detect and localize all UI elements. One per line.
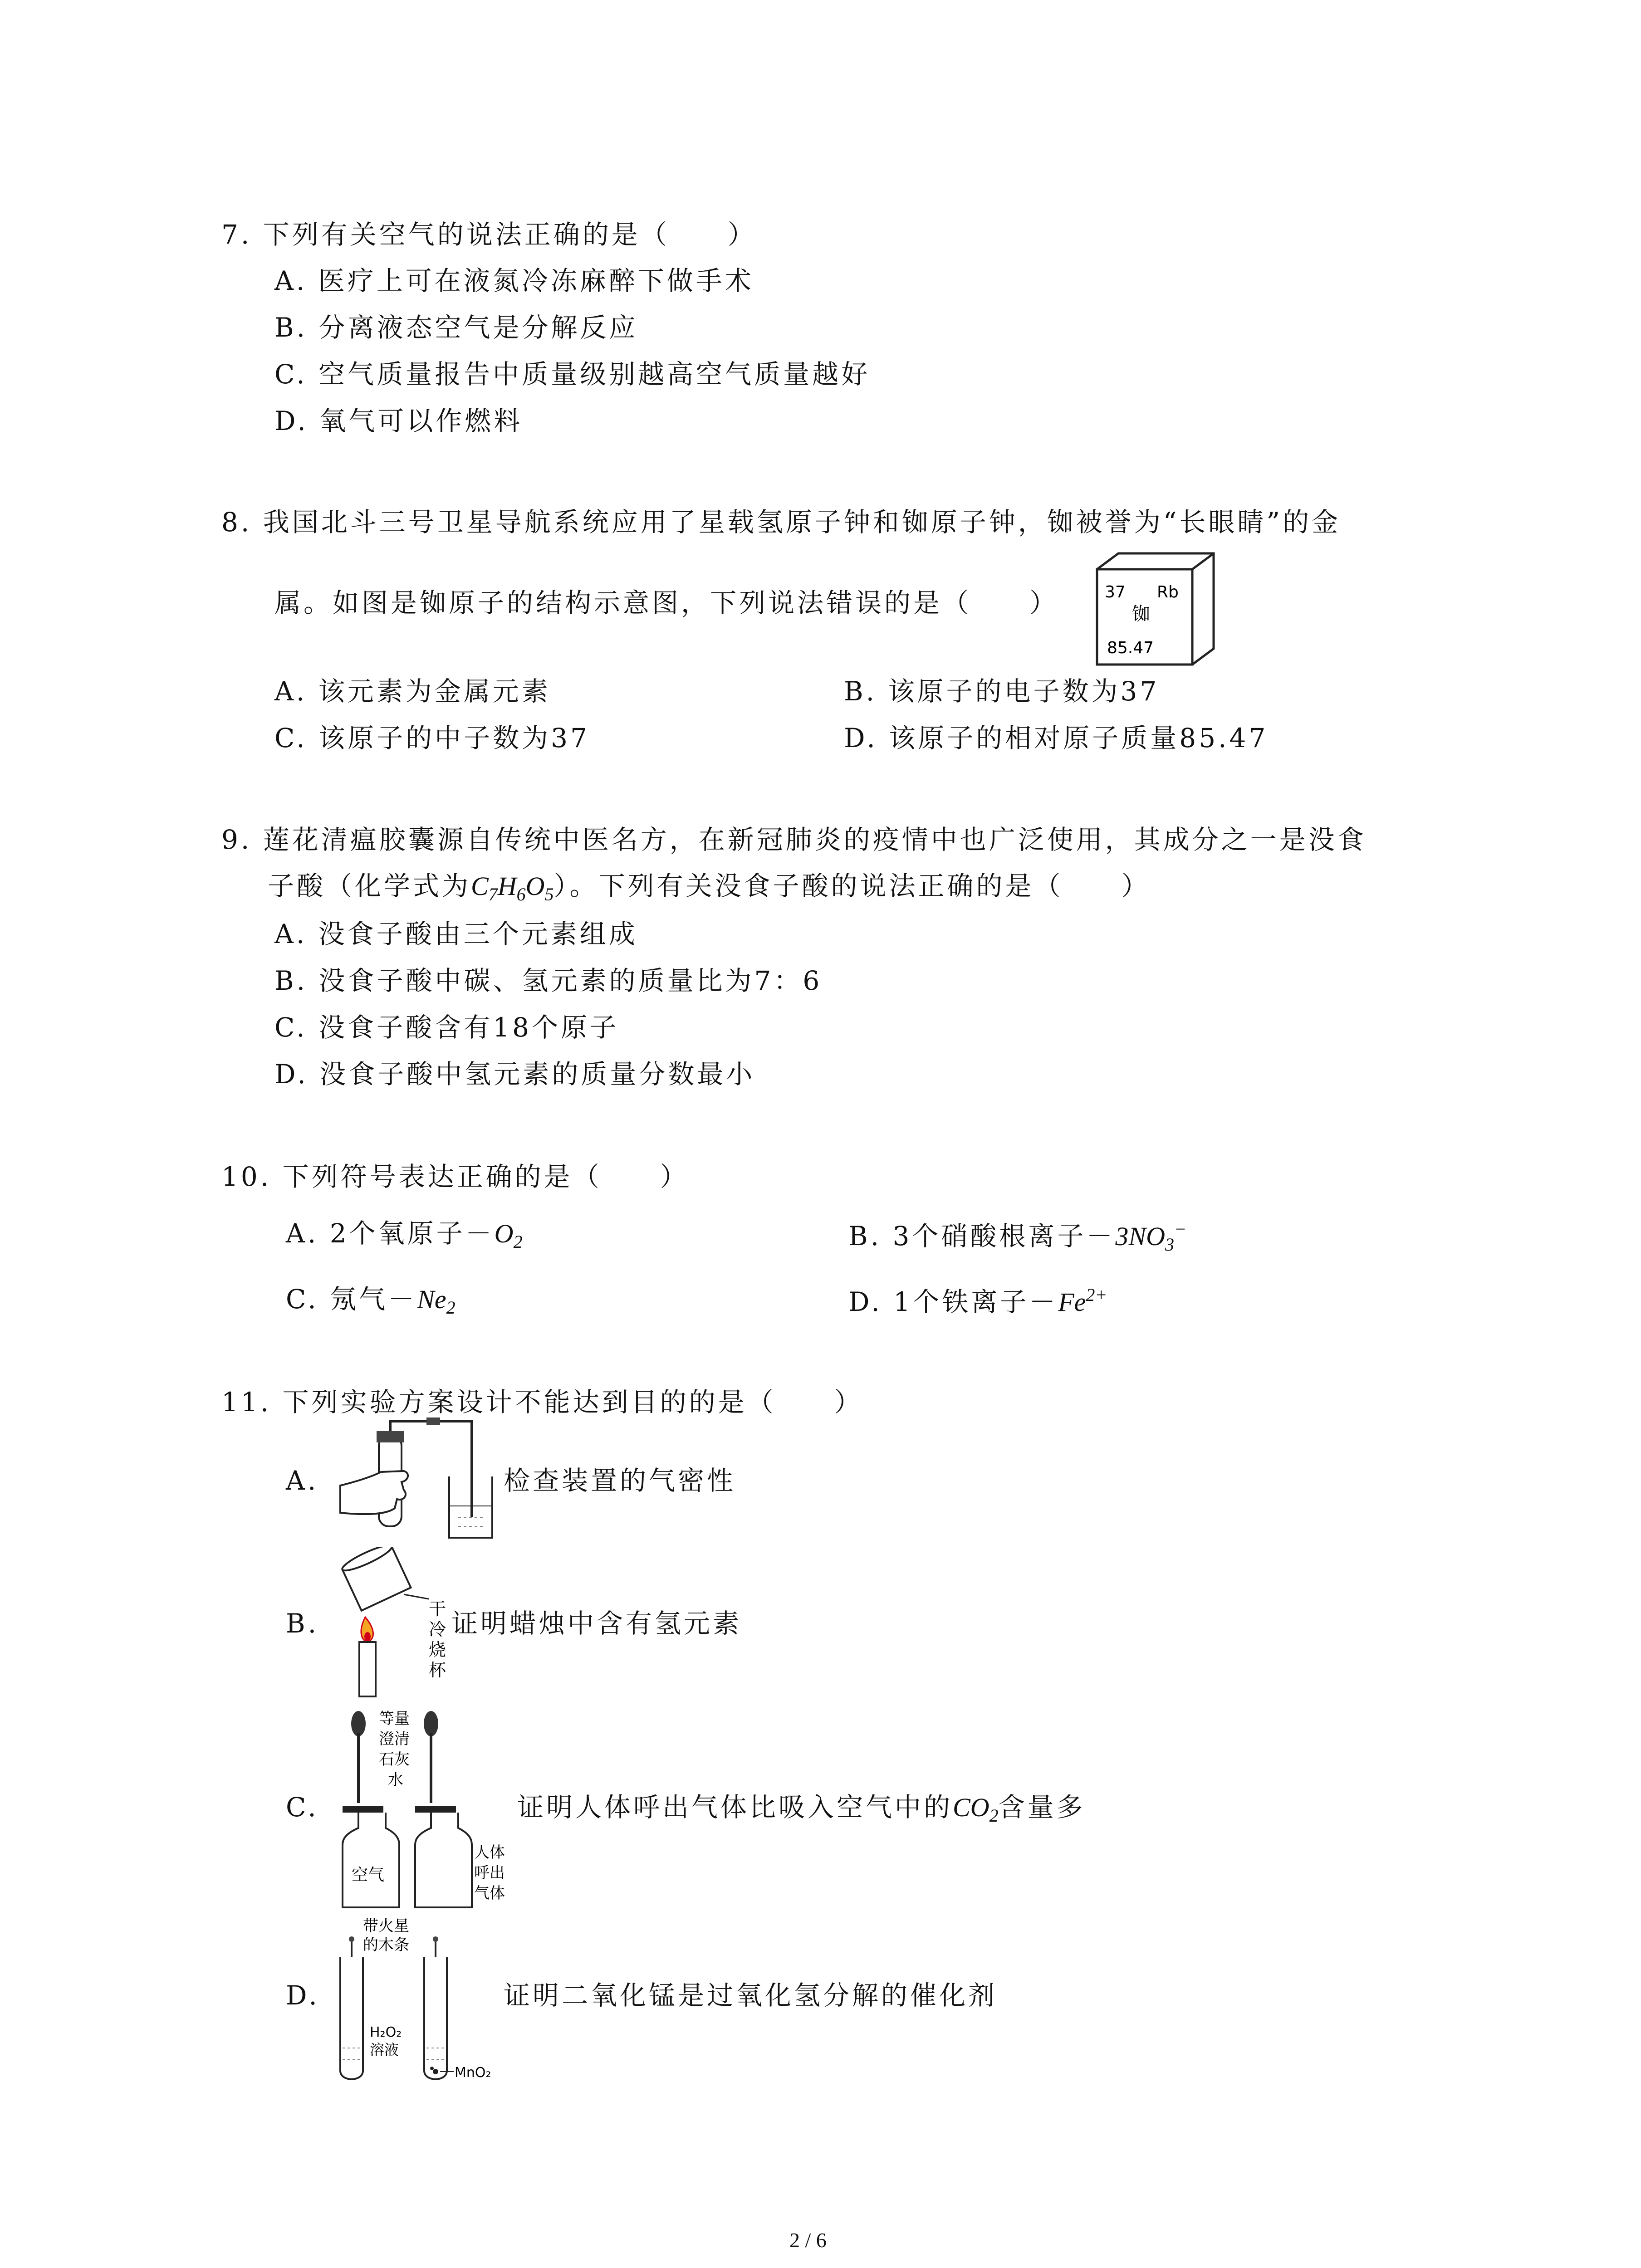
q11-option-a-label: A.	[286, 1465, 319, 1496]
q7-stem: 7. 下列有关空气的说法正确的是（ ）	[221, 219, 757, 250]
q9-option-a: A. 没食子酸由三个元素组成	[274, 919, 638, 949]
q8-stem-line2: 属。如图是铷原子的结构示意图，下列说法错误的是（ ）	[274, 587, 1059, 618]
q11-stem: 11. 下列实验方案设计不能达到目的的是（ ）	[221, 1387, 863, 1418]
q11-option-c-text: 证明人体呼出气体比吸入空气中的$CO_2$含量多	[517, 1792, 1086, 1826]
q10-option-d: D. 1个铁离子$-Fe^{2+}$	[848, 1285, 1107, 1317]
fig-label-shihui: 石灰	[379, 1750, 410, 1769]
q9-option-d: D. 没食子酸中氢元素的质量分数最小	[274, 1059, 755, 1090]
catalyst-test-figure	[331, 1912, 504, 2089]
q11-option-a-text: 检查装置的气密性	[504, 1465, 736, 1496]
fig-label-shui: 水	[388, 1771, 403, 1789]
q8-option-c: C. 该原子的中子数为37	[274, 723, 590, 753]
q7-option-d: D. 氧气可以作燃料	[274, 406, 523, 436]
q7-option-b: B. 分离液态空气是分解反应	[274, 312, 638, 343]
fig-label-leng: 冷	[429, 1619, 446, 1639]
q7-option-a: A. 医疗上可在液氮冷冻麻醉下做手术	[274, 265, 754, 296]
fig-label-renti: 人体	[474, 1843, 505, 1862]
airtightness-test-figure	[336, 1418, 499, 1545]
rubidium-element-card	[1093, 551, 1225, 669]
q11-option-b-label: B.	[286, 1608, 319, 1639]
fig-label-daihuoxing: 带火星	[363, 1917, 409, 1935]
q9-stem-line1: 9. 莲花清瘟胶囊源自传统中医名方，在新冠肺炎的疫情中也广泛使用，其成分之一是没食	[221, 824, 1367, 855]
q10-stem: 10. 下列符号表达正确的是（ ）	[221, 1161, 689, 1192]
q9-option-b: B. 没食子酸中碳、氢元素的质量比为7：6	[274, 965, 823, 996]
fig-label-h2o2: H₂O₂	[370, 2024, 402, 2040]
q11-option-d-text: 证明二氧化锰是过氧化氢分解的催化剂	[504, 1980, 998, 2011]
element-number: 37	[1105, 583, 1126, 601]
fig-label-mutiao: 的木条	[363, 1936, 409, 1954]
fig-label-shao: 烧	[429, 1640, 446, 1660]
fig-label-qiti: 气体	[474, 1884, 505, 1902]
element-mass: 85.47	[1107, 639, 1154, 657]
fig-label-huchu: 呼出	[474, 1864, 505, 1882]
gallic-acid-formula: $C_7H_6O_5$	[471, 871, 554, 904]
q11-option-b-text: 证明蜡烛中含有氢元素	[451, 1608, 742, 1639]
fig-label-chengqing: 澄清	[379, 1730, 410, 1748]
q10-option-a: A. 2个氧原子$-O_2$	[286, 1218, 523, 1252]
fig-label-air: 空气	[352, 1866, 385, 1884]
fig-label-gan: 干	[429, 1599, 446, 1619]
q7-option-c: C. 空气质量报告中质量级别越高空气质量越好	[274, 359, 871, 390]
q9-option-c: C. 没食子酸含有18个原子	[274, 1012, 619, 1043]
q8-option-a: A. 该元素为金属元素	[274, 676, 551, 707]
fig-label-mno2: MnO₂	[455, 2065, 491, 2081]
page-number: 2 / 6	[789, 2229, 827, 2252]
fig-label-bei: 杯	[429, 1660, 446, 1680]
candle-cold-beaker-figure	[331, 1547, 449, 1701]
limewater-comparison-figure	[336, 1706, 508, 1914]
q8-option-d: D. 该原子的相对原子质量85.47	[844, 723, 1269, 753]
q8-option-b: B. 该原子的电子数为37	[844, 676, 1160, 707]
q11-option-d-label: D.	[286, 1980, 320, 2011]
q10-option-c: C. 氖气$-Ne_2$	[286, 1284, 456, 1318]
fig-label-dengliang: 等量	[379, 1710, 410, 1728]
q9-stem-line2: 子酸（化学式为$C_7H_6O_5$）。下列有关没食子酸的说法正确的是（ ）	[268, 870, 1151, 904]
fig-label-rongye: 溶液	[370, 2041, 399, 2058]
element-name: 铷	[1132, 604, 1150, 625]
element-symbol: Rb	[1157, 583, 1179, 601]
q8-stem-line1: 8. 我国北斗三号卫星导航系统应用了星载氢原子钟和铷原子钟，铷被誉为“长眼睛”的金	[221, 507, 1341, 538]
q10-option-b: B. 3个硝酸根离子$-3NO_3^-$	[848, 1219, 1186, 1255]
q11-option-c-label: C.	[286, 1792, 319, 1823]
